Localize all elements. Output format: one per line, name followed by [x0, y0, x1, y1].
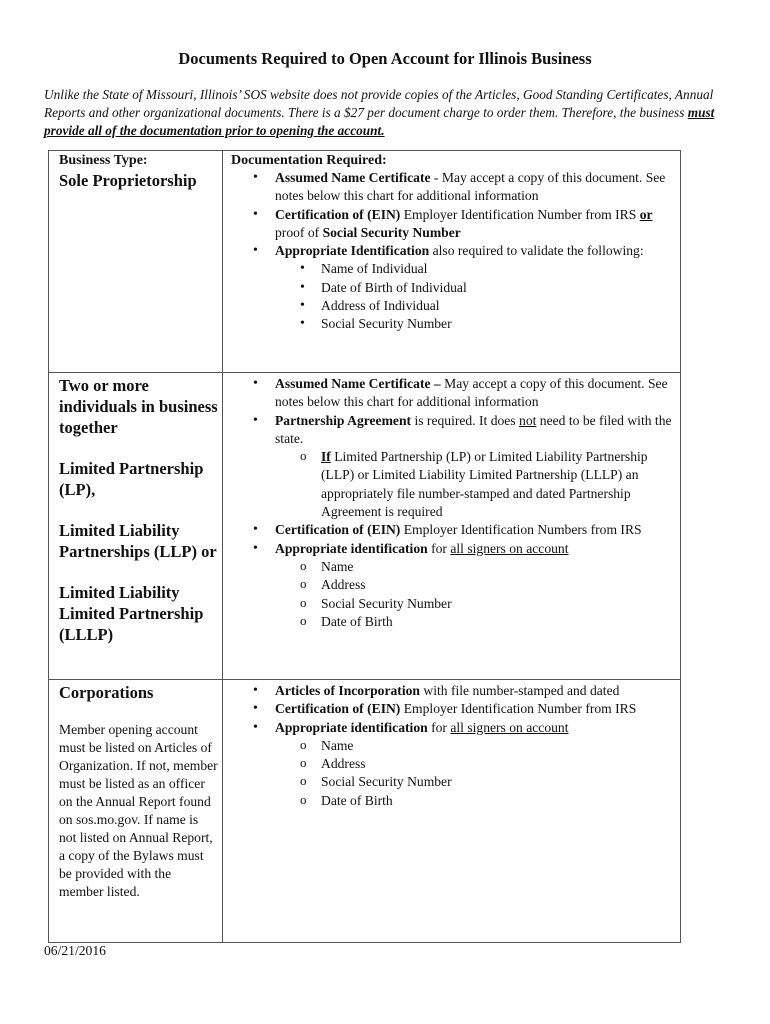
- corporation-doc-list: [223, 682, 680, 810]
- list-item: [223, 375, 674, 412]
- documentation-cell: [223, 151, 681, 373]
- doc-text: need to be filed with the state.: [275, 412, 672, 446]
- doc-label: Appropriate Identification: [275, 243, 430, 259]
- list-item: o Social Security Number: [275, 773, 674, 791]
- list-item: [223, 540, 674, 631]
- doc-label: Appropriate identification: [275, 540, 428, 556]
- business-type-cell: [49, 373, 223, 680]
- partnership-doc-list: [223, 375, 680, 631]
- partnership-id-sublist: [275, 558, 674, 631]
- doc-text: is required. It does: [411, 412, 520, 428]
- list-item: • Address of Individual: [275, 297, 674, 315]
- requirements-table: [48, 150, 681, 943]
- intro-emphasis: must provide all of the documentation prior to opening the account.: [44, 105, 715, 138]
- doc-text: Employer Identification Number from IRS: [400, 701, 637, 717]
- type-lllp: Limited Liability Limited Partnership (LLLP): [59, 583, 204, 644]
- document-date: 06/21/2016: [44, 943, 106, 958]
- list-item: o Name: [275, 558, 674, 576]
- corporation-id-sublist: [275, 737, 674, 810]
- doc-text: Limited Partnership (LP) or Limited Liability Partnership (LLP) or Limited Liability Limited Partnership (LLLP) an appropriately file number-stamped and dated Partnership Agreement is required: [321, 449, 648, 520]
- type-sole-proprietorship: Sole Proprietorship: [59, 171, 197, 190]
- doc-label: Assumed Name Certificate: [275, 170, 431, 185]
- list-item: [275, 448, 674, 521]
- doc-text: also required to validate the following:: [429, 243, 644, 259]
- corporation-member-note: Member opening account must be listed on Articles of Organization. If not, member must be listed as an officer on the Annual Report found on sos.mo.gov. If name is not listed on Annual Report, a copy of the Bylaws must be provided with the member listed.: [59, 722, 218, 899]
- list-item: o Name: [275, 737, 674, 755]
- list-item: [223, 521, 674, 539]
- business-type-cell: [49, 151, 223, 373]
- list-item: • Social Security Number: [275, 315, 674, 333]
- doc-text: for: [427, 719, 451, 735]
- list-item: • Date of Birth of Individual: [275, 279, 674, 297]
- table-row-partnerships: [49, 373, 681, 680]
- list-item: [223, 242, 674, 333]
- doc-text: - May accept a copy of this document. See notes below this chart for additional information: [275, 170, 666, 204]
- list-item: o Date of Birth: [275, 792, 674, 810]
- header-documentation-required: Documentation Required:: [231, 153, 387, 168]
- doc-label: Certification of (EIN): [275, 206, 401, 222]
- doc-label: Appropriate identification: [275, 719, 428, 735]
- doc-label: Articles of Incorporation: [275, 683, 420, 698]
- doc-text: for: [427, 540, 451, 556]
- doc-signers: all signers on account: [450, 540, 569, 556]
- list-item: [223, 682, 674, 700]
- doc-if: If: [321, 449, 331, 465]
- list-item: [223, 700, 674, 718]
- sole-doc-list: [223, 169, 680, 334]
- list-item: [223, 719, 674, 810]
- list-item: • Name of Individual: [275, 260, 674, 278]
- sole-id-sublist: [275, 260, 674, 333]
- doc-text: with file number-stamped and dated: [419, 683, 620, 698]
- intro-text: Unlike the State of Missouri, Illinois’ SOS website does not provide copies of the Articles, Good Standing Certificates, Annual Reports and other organizational documents. There is a $27 per document charge to order them. Therefore, the business: [44, 87, 714, 120]
- doc-label: Certification of (EIN): [275, 701, 401, 717]
- doc-or: or: [639, 206, 653, 222]
- type-two-or-more-individuals: Two or more individuals in business together: [59, 376, 218, 437]
- header-business-type: Business Type:: [59, 153, 148, 168]
- document-title: Documents Required to Open Account for Illinois Business: [178, 49, 592, 68]
- documentation-cell: [223, 373, 681, 680]
- type-limited-partnership: Limited Partnership (LP),: [59, 459, 204, 499]
- list-item: o Address: [275, 576, 674, 594]
- doc-not: not: [519, 412, 537, 428]
- table-row-sole-proprietorship: [49, 151, 681, 373]
- type-corporations: Corporations: [59, 683, 154, 702]
- list-item: o Social Security Number: [275, 595, 674, 613]
- doc-text: Employer Identification Numbers from IRS: [400, 522, 642, 538]
- intro-paragraph: [44, 86, 734, 140]
- list-item: [223, 169, 674, 206]
- doc-signers: all signers on account: [450, 719, 569, 735]
- list-item: [223, 412, 674, 522]
- doc-label: Social Security Number: [322, 224, 461, 240]
- list-item: [223, 206, 674, 243]
- documentation-cell: [223, 680, 681, 943]
- doc-label: Assumed Name Certificate –: [275, 376, 441, 391]
- doc-label: Certification of (EIN): [275, 522, 401, 538]
- table-row-corporations: [49, 680, 681, 943]
- list-item: o Date of Birth: [275, 613, 674, 631]
- doc-label: Partnership Agreement: [275, 412, 412, 428]
- type-llp: Limited Liability Partnerships (LLP) or: [59, 521, 217, 561]
- doc-text: Employer Identification Number from IRS: [400, 206, 640, 222]
- doc-text: proof of: [275, 224, 323, 240]
- doc-text: May accept a copy of this document. See notes below this chart for additional information: [275, 376, 668, 410]
- partnership-agreement-sublist: [275, 448, 674, 521]
- list-item: o Address: [275, 755, 674, 773]
- business-type-cell: [49, 680, 223, 943]
